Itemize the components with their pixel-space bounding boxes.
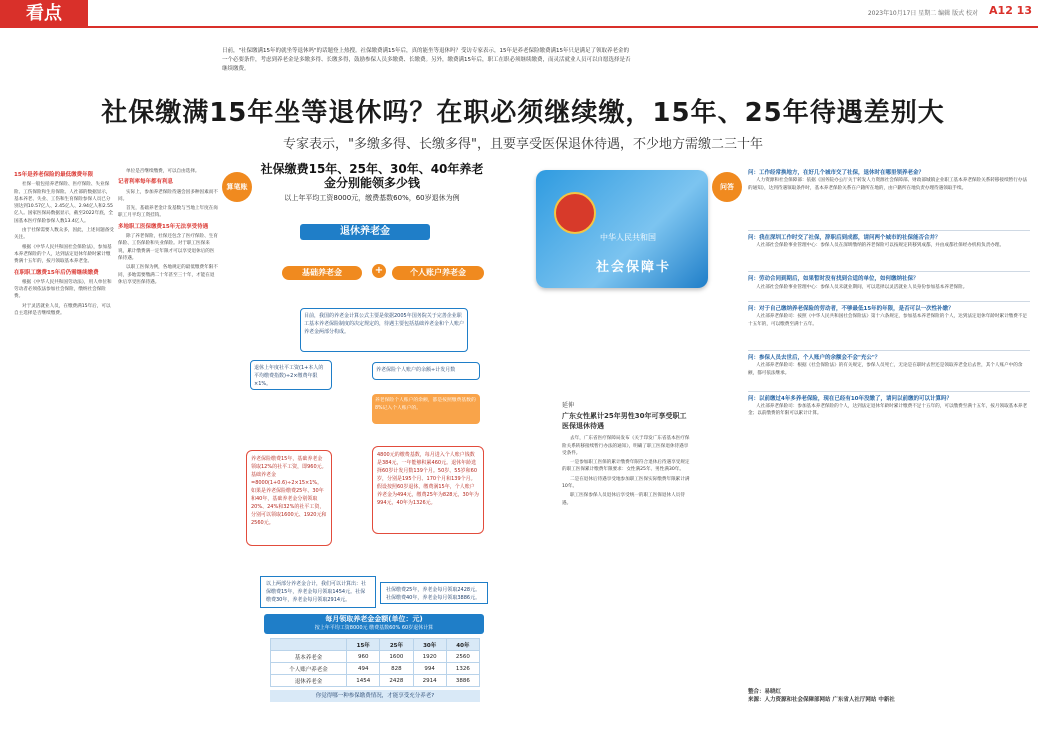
qa-answer: 人社部养老保险司：按照《中华人民共和国社会保险法》第十六条规定，参加基本养老保险的个人，达到法定退休年龄时累计缴费不足十五年的，可以缴费至满十五年。 bbox=[748, 314, 1028, 327]
second-column bbox=[118, 168, 218, 288]
left-para-5: 对于灵活就业人员，在缴费满15年后，可以自主选择是否继续缴费。 bbox=[14, 303, 111, 317]
divider bbox=[748, 350, 1030, 351]
qa-column bbox=[748, 170, 1030, 420]
dateline: 2023年10月17日 星期二 编辑 版式 校对 bbox=[867, 10, 978, 17]
left-para-1: 社保一般包括养老保险、医疗保险、失业保险、工伤保险和生育保险。人社部的数据显示，基本养老、失业、工伤和生育保险参保人员已分别达到10.57亿人、2.45亿人、2.94亿人和2.55亿人。国家医保局数据显示，截至2022年底，全国基本医疗保险参保人数13.4亿人。 bbox=[14, 182, 113, 224]
table-cell: 828 bbox=[380, 663, 413, 675]
left-para-3: 根据《中华人民共和国社会保险法》，参加基本养老保险的个人，达到法定退休年龄时累计缴费满十五年的，按月领取基本养老金。 bbox=[14, 244, 112, 265]
qa-question: 问：劳动合同到期后，如果暂时没有找到合适的单位，如何缴纳社保？ bbox=[748, 276, 919, 283]
table-footer-question: 你觉得哪一种参保缴费情况，才能享受充分养老? bbox=[270, 690, 480, 702]
divider bbox=[748, 391, 1030, 392]
table-row bbox=[271, 663, 480, 675]
col2-heading-2: 多地职工医保缴费15年无法享受待遇 bbox=[118, 223, 209, 230]
credits-editor: 整合：易晓红 bbox=[748, 689, 782, 695]
col2-para-4: 以职工医保为例，各地规定的最低缴费年限不同，多地需要缴满二十年甚至三十年，才能在退休后享受医保待遇。 bbox=[118, 265, 218, 285]
qa-question: 问：我在深圳工作时交了社保，辞职后到成都，请问两个城市的社保能否合并？ bbox=[748, 234, 941, 241]
divider bbox=[748, 271, 1030, 272]
extension-title: 广东女性累计25年男性30年可享受职工医保退休待遇 bbox=[562, 412, 687, 431]
page-number: A12 13 bbox=[989, 4, 1032, 17]
qa-answer: 人社部养老保险司：参加基本养老保险的个人，达到法定退休年龄时累计缴费不足十五年的，可以缴费至满十五年，按月领取基本养老金；以前缴费的年限可以累计计算。 bbox=[748, 404, 1028, 417]
qa-item bbox=[748, 235, 1030, 250]
basic-example: 养老保险缴费15年，基础养老金领取12%的社平工资，即960元。基础养老金=8000(1+0.6)÷2×15×1%。如果是养老保险缴费25年、30年和40年，基础养老金分别领取20%、24%和32%的社平工资，分别可以领取1600元、1920元和2560元。 bbox=[246, 450, 332, 546]
infographic-title: 社保缴费15年、25年、30年、40年养老金分别能领多少钱 bbox=[260, 162, 484, 190]
table-cell: 494 bbox=[347, 663, 380, 675]
qa-answer: 人社部养老保险司：根据《社会保险法》的有关规定，参保人员死亡，无论是在职时去世还是领取养老金后去世，其个人账户中的余额，都可依法继承。 bbox=[748, 363, 1023, 376]
table-cell: 994 bbox=[413, 663, 446, 675]
plus-sign: + bbox=[372, 264, 386, 278]
table-cell: 1920 bbox=[413, 651, 446, 663]
left-heading-2: 在职职工缴费15年后仍需继续缴费 bbox=[14, 269, 99, 276]
pension-main-label: 退休养老金 bbox=[300, 224, 430, 240]
col2-para-2: 首先，基础养老金计发基数与当地上年度在岗职工月平均工资挂钩。 bbox=[118, 206, 218, 219]
table-cell: 2914 bbox=[413, 675, 446, 687]
sum-left: 以上两部分养老金合计，我们可以计算出：社保缴费15年，养老金每月领取1454元。社保缴费30年，养老金每月领取2914元。 bbox=[260, 576, 376, 608]
subheadline: 专家表示，"多缴多得、长缴多得"，且要享受医保退休待遇，不少地方需缴二三十年 bbox=[283, 137, 763, 152]
qa-item bbox=[748, 276, 1030, 291]
lead-summary: 日前，"社保缴满15年的就坐等退休吗"的话题登上热搜。社保缴费满15年后，真的能坐等退休吗？受访专家表示，15年是养老保险缴费满15年只是满足了领取养老金的一个必要条件，考虑到养老金是多缴多得、长缴多得，鼓励参保人员多缴费、长缴费。另外，缴费满15年后，职工在职必须继续缴费，而灵活就业人员可以自愿选择是否继续缴费。 bbox=[222, 48, 631, 72]
table-cell: 1600 bbox=[380, 651, 413, 663]
qa-answer: 人社部社会保险事业管理中心：参保人员在深圳缴纳的养老保险可以按规定转移到成都，并由成都社保经办机构负责办理。 bbox=[756, 243, 1005, 249]
left-heading-1: 15年是养老保险的最低缴费年限 bbox=[14, 172, 94, 178]
left-para-2: 由于社保需要人数众多，因此，上述问题备受关注。 bbox=[14, 228, 114, 241]
personal-note: 养老保险个人账户的余额，都是按照缴费基数的8%记入个人账户的。 bbox=[372, 394, 480, 424]
badge-qa: 问答 bbox=[712, 172, 742, 202]
national-emblem-icon bbox=[554, 192, 596, 234]
qa-answer: 人社部社会保险事业管理中心：参保人员未就业期间，可以选择以灵活就业人员身份参加基本养老保险。 bbox=[756, 284, 968, 290]
table-header-cell bbox=[271, 639, 347, 651]
extension-article bbox=[562, 402, 692, 509]
table-header-cell: 30年 bbox=[413, 639, 446, 651]
qa-item bbox=[748, 396, 1030, 418]
table-title-block bbox=[264, 614, 484, 634]
pension-table bbox=[270, 638, 480, 687]
qa-item bbox=[748, 306, 1030, 328]
card-title: 社会保障卡 bbox=[596, 260, 672, 275]
formula-note: 目前，我国的养老金计算公式主要是依据2005年国务院关于完善企业职工基本养老保险制度的决定规定的，待遇主要包括基础养老金和个人账户养老金两部分构成。 bbox=[300, 308, 468, 352]
table-cell: 1326 bbox=[446, 663, 479, 675]
table-cell: 960 bbox=[347, 651, 380, 663]
table-cell: 个人账户养老金 bbox=[271, 663, 347, 675]
left-para-4: 根据《中华人民共和国劳动法》，用人单位和劳动者必须依法参加社会保险，缴纳社会保险费。 bbox=[14, 279, 112, 300]
qa-question: 问：以前缴过4年多养老保险，现在已经有10年没缴了，请问以前缴的可以计算吗？ bbox=[748, 395, 952, 402]
table-header-cell: 25年 bbox=[380, 639, 413, 651]
qa-item bbox=[748, 170, 1030, 192]
extension-para: 二是在退休后待遇享受地参加职工医保实际缴费年限累计满10年。 bbox=[562, 476, 690, 490]
extension-para: 去年，广东省医疗保障局发布《关于印发广东省基本医疗保险关系转移接续暂行办法的通知》，明确了职工医保退休待遇享受条件。 bbox=[562, 436, 690, 456]
table-cell: 2428 bbox=[380, 675, 413, 687]
table-cell: 基本养老金 bbox=[271, 651, 347, 663]
left-column bbox=[14, 168, 114, 319]
col2-text-top: 单位是否继续缴费，可以自由选择。 bbox=[126, 169, 200, 174]
personal-example: 4800元的缴费基数，每月进入个人账户钱数是384元，一年能够积累460元。退休年龄选择60岁计发月数139个月。50岁、55岁和60岁，分别是195个月、170个月和139个月。假设按照60岁退休，缴费满15年，个人账户养老金为494元，缴费25年为828元，30年为994元，40年为1326元。 bbox=[372, 446, 484, 534]
table-header-row bbox=[271, 639, 480, 651]
col2-para-3: 除了养老保险，社保还包含了医疗保险、生育保险、工伤保险和失业保险。对于职工医保来说，累计缴费满一定年限才可以享受退休后的医保待遇。 bbox=[118, 234, 218, 261]
table-row bbox=[271, 651, 480, 663]
table-header-cell: 15年 bbox=[347, 639, 380, 651]
credits bbox=[748, 688, 895, 704]
qa-question: 问：参保人员去世后，个人账户的余额会不会"充公"？ bbox=[748, 354, 881, 361]
infographic-subtitle: 以上年平均工资8000元，缴费基数60%，60岁退休为例 bbox=[284, 194, 460, 202]
sum-right: 社保缴费25年，养老金每月领取2428元。社保缴费40年，养老金每月领取3886元。 bbox=[380, 582, 488, 604]
personal-formula: 养老保险个人账户的余额÷计发月数 bbox=[372, 362, 480, 380]
qa-item bbox=[748, 355, 1030, 377]
table-cell: 退休养老金 bbox=[271, 675, 347, 687]
table-cell: 1454 bbox=[347, 675, 380, 687]
qa-answer: 人力资源和社会保障部：依据《国务院办公厅关于转发人力资源社会保障部、财政部城镇企业职工基本养老保险关系转移接续暂行办法的通知》，达到待遇领取条件时，基本养老保险关系在户籍所在地的，由户籍所在地负责办理待遇领取手续。 bbox=[748, 178, 1028, 191]
basic-pension-label: 基础养老金 bbox=[282, 266, 362, 280]
personal-pension-label: 个人账户养老金 bbox=[392, 266, 484, 280]
table-cell: 2560 bbox=[446, 651, 479, 663]
badge-calculate: 算笔账 bbox=[222, 172, 252, 202]
credits-source: 来源：人力资源和社会保障部网站 广东省人社厅网站 中新社 bbox=[748, 697, 895, 703]
table-row bbox=[271, 675, 480, 687]
table-cell: 3886 bbox=[446, 675, 479, 687]
divider bbox=[748, 301, 1030, 302]
col2-para-1: 实际上，参加养老保险待遇会因多种因素而不同。 bbox=[118, 189, 218, 202]
table-title: 每月领取养老金金额(单位：元) bbox=[325, 615, 423, 623]
extension-para: 职工医保参保人员退休后享受统一的职工医保退休人员待遇。 bbox=[562, 493, 685, 506]
divider bbox=[748, 230, 1030, 231]
infographic bbox=[256, 162, 488, 203]
qa-question: 问：对于自己缴纳养老保险的劳动者，不够最低15年的年限，是否可以一次性补缴？ bbox=[748, 306, 954, 313]
qa-question: 问：工作经常换地方，在好几个城市交了社保，退休时在哪里领养老金？ bbox=[748, 170, 925, 176]
table-header-cell: 40年 bbox=[446, 639, 479, 651]
headline: 社保缴满15年坐等退休吗？在职必须继续缴，15年、25年待遇差别大 bbox=[101, 98, 945, 128]
section-tag: 看点 bbox=[0, 0, 88, 28]
table-subtitle: 按上年平均工资8000元 缴费基数60% 60岁退休计算 bbox=[314, 625, 434, 631]
extension-para: 一是参加职工医保的累计缴费年限符合退休后待遇享受规定的职工医保累计缴费年限要求：女性满25年、男性满30年。 bbox=[562, 460, 690, 473]
extension-label: 延伸 bbox=[562, 402, 575, 409]
col2-heading-1: 记者利率每年都有利息 bbox=[118, 179, 174, 186]
basic-formula: 退休上年度社平工资(1+本人的平均缴费指数)÷2×缴费年限×1%。 bbox=[250, 360, 332, 390]
social-security-card bbox=[536, 170, 708, 288]
card-country: 中华人民共和国 bbox=[600, 233, 656, 242]
